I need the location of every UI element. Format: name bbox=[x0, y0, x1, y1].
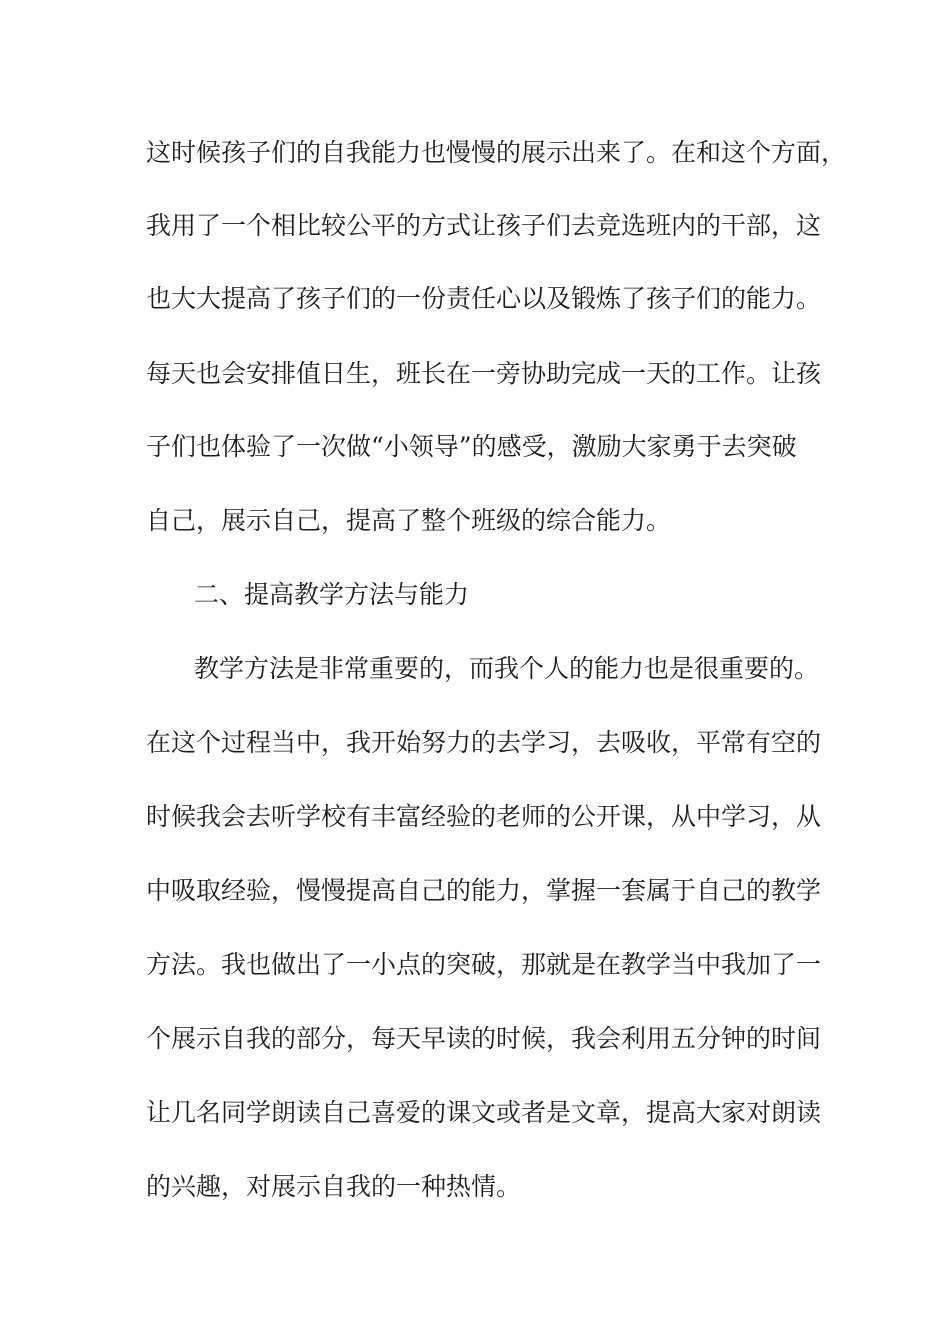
paragraph-line: 我用了一个相比较公平的方式让孩子们去竞选班内的干部，这 bbox=[146, 211, 822, 240]
paragraph-line: 在这个过程当中，我开始努力的去学习，去吸收，平常有空的 bbox=[146, 728, 822, 757]
paragraph-line: 子们也体验了一次做“小领导”的感受，激励大家勇于去突破 bbox=[146, 432, 797, 461]
paragraph-line: 自己，展示自己，提高了整个班级的综合能力。 bbox=[146, 506, 672, 535]
paragraph-line: 时候我会去听学校有丰富经验的老师的公开课，从中学习，从 bbox=[146, 802, 822, 831]
paragraph-line: 方法。我也做出了一小点的突破，那就是在教学当中我加了一 bbox=[146, 950, 822, 979]
paragraph-line: 这时候孩子们的自我能力也慢慢的展示出来了。在和这个方面， bbox=[146, 138, 847, 167]
paragraph-line: 中吸取经验，慢慢提高自己的能力，掌握一套属于自己的教学 bbox=[146, 876, 822, 905]
paragraph-line: 每天也会安排值日生，班长在一旁协助完成一天的工作。让孩 bbox=[146, 359, 822, 388]
paragraph-line: 的兴趣，对展示自我的一种热情。 bbox=[146, 1172, 522, 1201]
paragraph-line: 也大大提高了孩子们的一份责任心以及锻炼了孩子们的能力。 bbox=[146, 284, 822, 313]
section-heading: 二、提高教学方法与能力 bbox=[194, 580, 470, 609]
paragraph-line: 教学方法是非常重要的，而我个人的能力也是很重要的。 bbox=[194, 654, 820, 683]
paragraph-line: 个展示自我的部分，每天早读的时候，我会利用五分钟的时间 bbox=[146, 1024, 822, 1053]
paragraph-line: 让几名同学朗读自己喜爱的课文或者是文章，提高大家对朗读 bbox=[146, 1098, 822, 1127]
